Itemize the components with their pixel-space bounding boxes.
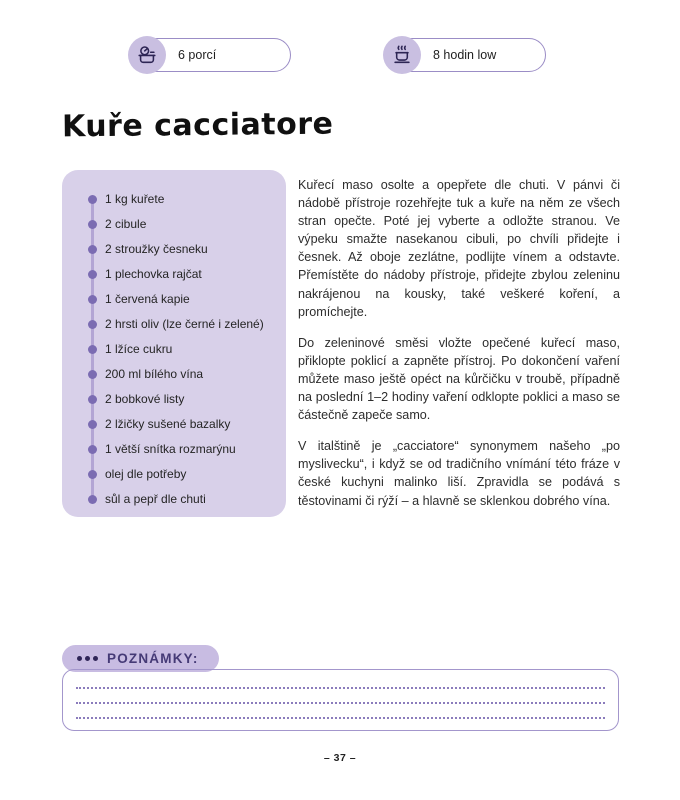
ingredient-text: 2 cibule xyxy=(105,217,147,231)
ingredient-text: olej dle potřeby xyxy=(105,467,187,481)
ellipsis-icon xyxy=(77,656,82,661)
ingredient-text: 2 bobkové listy xyxy=(105,392,185,406)
servings-label: 6 porcí xyxy=(178,48,217,62)
ingredient-item xyxy=(88,442,280,467)
bullet-icon xyxy=(88,270,97,279)
bullet-icon xyxy=(88,220,97,229)
page-title: Kuře cacciatore xyxy=(61,106,334,145)
ingredient-text: sůl a pepř dle chuti xyxy=(105,492,206,506)
ingredient-item xyxy=(88,192,280,217)
notes-ruled-line xyxy=(76,702,605,704)
bullet-icon xyxy=(88,195,97,204)
page-number: – 37 – xyxy=(323,752,357,764)
cook-time-label: 8 hodin low xyxy=(433,48,497,62)
ingredient-item xyxy=(88,367,280,392)
bullet-icon xyxy=(88,470,97,479)
instructions xyxy=(298,176,620,510)
ingredient-item xyxy=(88,342,280,367)
ingredient-text: 1 větší snítka rozmarýnu xyxy=(105,442,236,456)
ingredient-text: 2 stroužky česneku xyxy=(105,242,208,256)
bullet-icon xyxy=(88,420,97,429)
ingredient-text: 1 kg kuřete xyxy=(105,192,165,206)
ingredient-item xyxy=(88,292,280,317)
cook-time-badge xyxy=(384,38,546,72)
ingredient-text: 1 červená kapie xyxy=(105,292,190,306)
notes-ruled-line xyxy=(76,687,605,689)
bullet-icon xyxy=(88,295,97,304)
notes-box xyxy=(62,669,619,731)
ingredient-text: 2 hrsti oliv (lze černé i zelené) xyxy=(105,317,264,331)
ingredient-item xyxy=(88,317,280,342)
notes-label: POZNÁMKY: xyxy=(107,651,199,666)
slow-cooker-icon xyxy=(383,36,421,74)
instructions-paragraph: Do zeleninové směsi vložte opečené kuřecí maso, přiklopte poklicí a zapněte přístroj. Po dokončení vaření můžete maso ještě opéct na kůrčičku v troubě, případně na poslední 1–2 hodiny vaření odklopte poklici a maso se částečně zapeče samo. xyxy=(298,335,620,423)
pot-icon xyxy=(128,36,166,74)
ingredient-text: 1 lžíce cukru xyxy=(105,342,173,356)
bullet-icon xyxy=(88,370,97,379)
ingredient-item xyxy=(88,417,280,442)
bullet-icon xyxy=(88,445,97,454)
bullet-icon xyxy=(88,245,97,254)
bullet-icon xyxy=(88,320,97,329)
notes-ruled-line xyxy=(76,717,605,719)
bullet-icon xyxy=(88,345,97,354)
ingredient-item xyxy=(88,267,280,292)
ingredients-list xyxy=(88,192,280,517)
instructions-paragraph: V italštině je „cacciatore“ synonymem našeho „po myslivecku“, i když se od tradičního vnímání této fráze v české kuchyni malinko liší. Zpravidla se podává s těstovinami či rýží – a hlavně se sklenkou dobrého vína. xyxy=(298,439,620,508)
ingredient-item xyxy=(88,467,280,492)
ingredient-text: 1 plechovka rajčat xyxy=(105,267,202,281)
ingredient-item xyxy=(88,392,280,417)
ingredient-text: 200 ml bílého vína xyxy=(105,367,204,381)
notes-label-tab xyxy=(62,645,219,672)
bullet-icon xyxy=(88,395,97,404)
ingredient-text: 2 lžičky sušené bazalky xyxy=(105,417,231,431)
bullet-icon xyxy=(88,495,97,504)
ingredient-item xyxy=(88,217,280,242)
servings-badge xyxy=(129,38,291,72)
ingredients-panel xyxy=(62,170,286,517)
instructions-paragraph: Kuřecí maso osolte a opepřete dle chuti. V pánvi či nádobě přístroje rozehřejte tuk a kuře na něm ze všech stran opečte. Poté jej vyberte a odložte stranou. Ve výpeku smažte nasekanou cibuli, po chvíli přidejte i česnek. Až oboje zezlátne, podlijte vínem a odstavte. Přemístěte do nádoby přístroje, přidejte zbylou zeleninu nakrájenou na kousky, také veškeré koření, a promíchejte. xyxy=(298,178,620,319)
ingredient-item xyxy=(88,492,280,517)
ingredient-item xyxy=(88,242,280,267)
